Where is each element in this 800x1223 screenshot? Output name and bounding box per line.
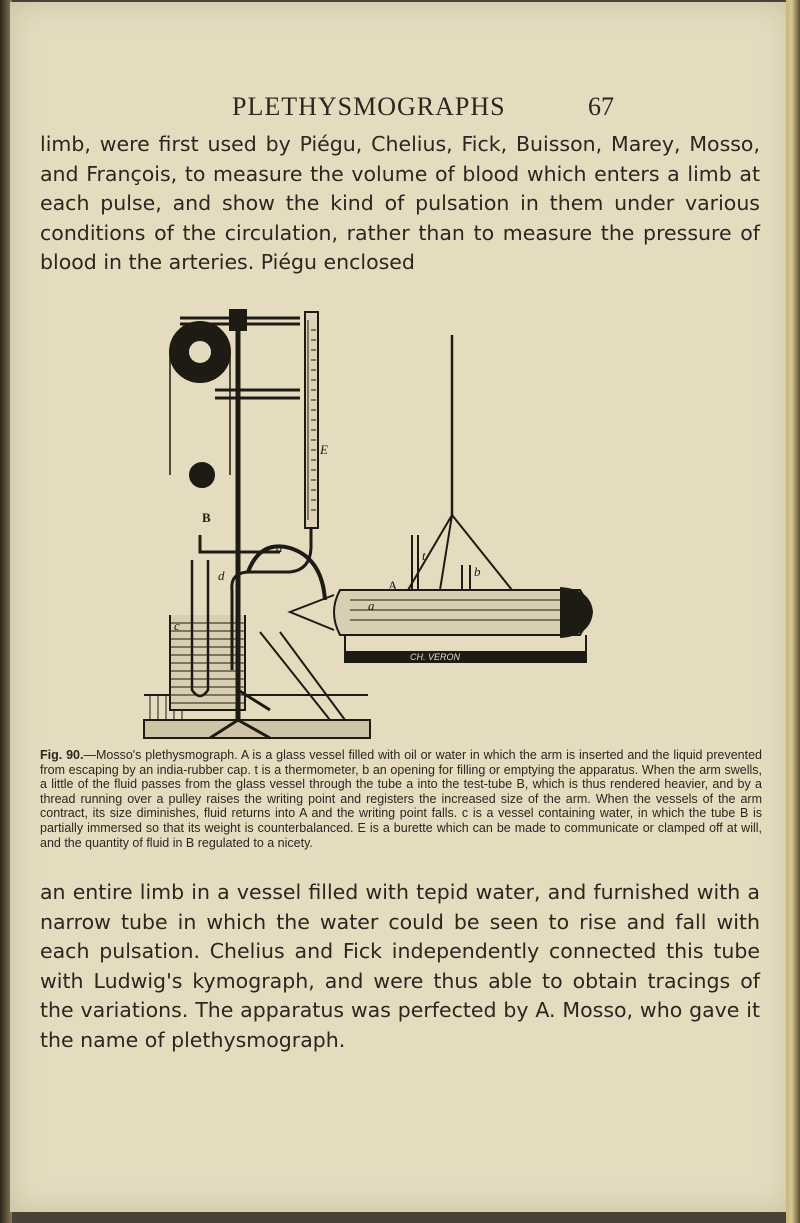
plethysmograph-figure (140, 290, 600, 742)
page-number: 67 (588, 92, 614, 121)
label-B: B (202, 510, 211, 525)
running-title: PLETHYSMOGRAPHS (232, 92, 506, 121)
label-A: A (388, 578, 398, 593)
page-header (0, 92, 800, 126)
label-E: E (320, 442, 328, 457)
label-a-upper: a (276, 540, 283, 555)
paragraph-bottom: an entire limb in a vessel filled with tepid water, and furnished with a narrow tube in which the water could be seen to rise and fall with each pulsation. Chelius and Fick independently connected this tube with Ludwig's kymograph, and were thus able to obtain tracings of the variations. The apparatus was perfected by A. Mosso, who gave it the name of plethysmograph. (40, 880, 760, 1052)
label-d: d (218, 568, 225, 583)
plethysmograph-engraving (140, 290, 600, 742)
figure-caption (40, 748, 762, 850)
paragraph-top: limb, were first used by Piégu, Chelius, Fick, Buisson, Marey, Mosso, and François, to measure the volume of blood which enters a limb at each pulse, and show the kind of pulsation in them under various conditions of the circulation, rather than to measure the pressure of blood in the arteries. Piégu enclosed (40, 132, 760, 274)
label-c: c (174, 618, 180, 633)
label-t: t (422, 548, 426, 563)
label-a-lower: a (368, 598, 375, 613)
engraver-signature: CH. VERON (410, 652, 461, 662)
page-fore-edge (786, 0, 800, 1223)
figure-caption-text: —Mosso's plethysmograph. A is a glass vessel filled with oil or water in which the arm is inserted and the liquid prevented from escaping by an india-rubber cap. t is a thermometer, b an opening for filling or emptying the apparatus. When the arm swells, a little of the fluid passes from the glass vessel through the tube a into the test-tube B, which is thus rendered heavier, and by a thread running over a pulley raises the writing point and registers the increased size of the arm. When the vessels of the arm contract, its size diminishes, fluid returns into A and the writing point falls. c is a vessel containing water, in which the tube B is partially immersed so that its weight is counterbalanced. E is a burette which can be made to communicate or clamped off at will, and the quantity of fluid in B regulated to a nicety. (40, 748, 762, 850)
figure-caption-label: Fig. 90. (40, 748, 84, 762)
label-b: b (474, 564, 481, 579)
